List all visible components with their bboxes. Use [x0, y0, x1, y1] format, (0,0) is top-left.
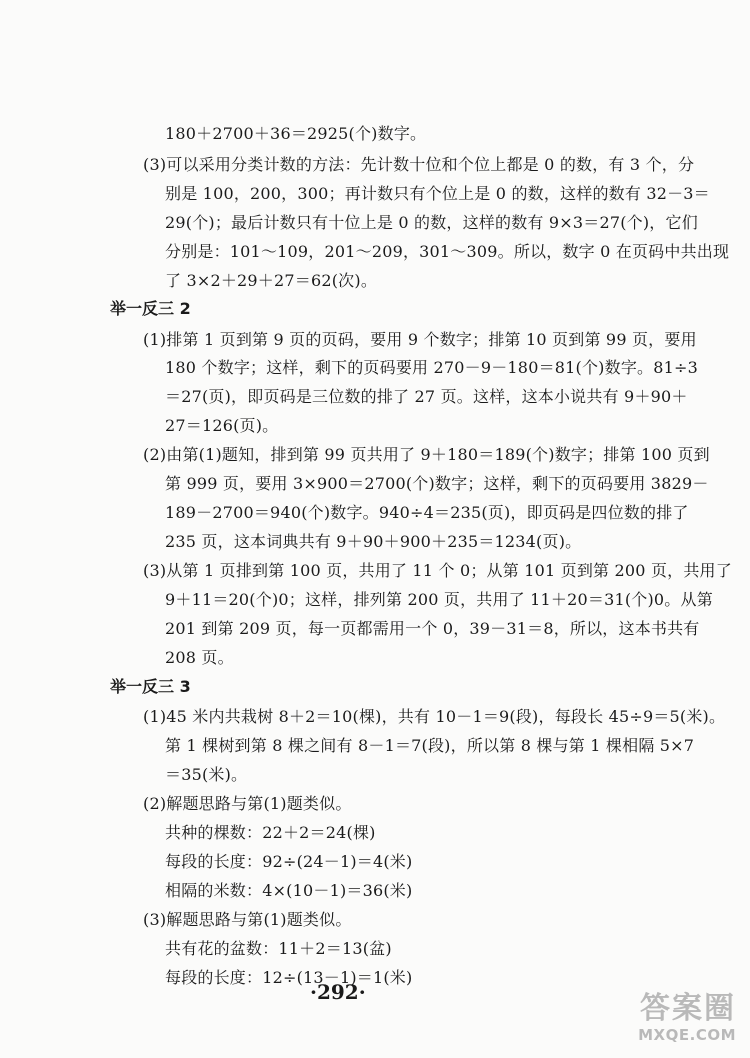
text-line: (3)解题思路与第(1)题类似。	[143, 910, 352, 929]
text-line: 29(个)；最后计数只有十位上是 0 的数，这样的数有 9×3＝27(个)，它们	[165, 213, 698, 232]
text-line: 相隔的米数：4×(10－1)＝36(米)	[165, 881, 413, 900]
text-line: 9＋11＝20(个)0；这样，排列第 200 页，共用了 11＋20＝31(个)0。从第	[165, 590, 713, 609]
text-line: ＝27(页)，即页码是三位数的排了 27 页。这样，这本小说共有 9＋90＋	[165, 387, 688, 406]
text-line: 189－2700＝940(个)数字。940÷4＝235(页)，即页码是四位数的排了	[165, 503, 689, 522]
text-line: 了 3×2＋29＋27＝62(次)。	[165, 271, 378, 290]
text-line: 别是 100，200，300；再计数只有个位上是 0 的数，这样的数有 32－3＝	[165, 184, 710, 203]
watermark-logo: 答案圈	[640, 991, 736, 1026]
watermark	[586, 992, 736, 1048]
text-line: 235 页，这本词典共有 9＋90＋900＋235＝1234(页)。	[165, 532, 582, 551]
text-line: 共种的棵数：22＋2＝24(棵)	[165, 823, 376, 842]
text-line: (3)从第 1 页排到第 100 页，共用了 11 个 0；从第 101 页到第 200 页，共用了	[143, 561, 732, 580]
text-line: 共有花的盆数：11＋2＝13(盆)	[165, 939, 392, 958]
text-line: 208 页。	[165, 648, 234, 667]
text-line: (2)解题思路与第(1)题类似。	[143, 794, 352, 813]
page-number: ·292·	[310, 980, 366, 1004]
text-line: 27＝126(页)。	[165, 416, 279, 435]
text-line: 180 个数字；这样，剩下的页码要用 270－9－180＝81(个)数字。81÷3	[165, 358, 698, 377]
text-line: 每段的长度：92÷(24－1)＝4(米)	[165, 852, 413, 871]
watermark-site: MXQE.COM	[638, 1026, 736, 1044]
text-line: (1)排第 1 页到第 9 页的页码，要用 9 个数字；排第 10 页到第 99 页，要用	[143, 330, 697, 349]
text-line: 第 1 棵树到第 8 棵之间有 8－1＝7(段)，所以第 8 棵与第 1 棵相隔 5×7	[165, 736, 695, 755]
section-heading: 举一反三 3	[110, 677, 191, 696]
text-line: (2)由第(1)题知，排到第 99 页共用了 9＋180＝189(个)数字；排第 100 页到	[143, 445, 710, 464]
text-line: 201 到第 209 页，每一页都需用一个 0，39－31＝8，所以，这本书共有	[165, 619, 700, 638]
text-line: (3)可以采用分类计数的方法：先计数十位和个位上都是 0 的数，有 3 个，分	[143, 155, 695, 174]
text-line: 分别是：101～109，201～209，301～309。所以，数字 0 在页码中共出现	[165, 242, 730, 261]
text-line: 180＋2700＋36＝2925(个)数字。	[165, 124, 427, 143]
text-line: ＝35(米)。	[165, 765, 248, 784]
text-line: 每段的长度：12÷(13－1)＝1(米)	[165, 968, 413, 987]
text-line: (1)45 米内共栽树 8＋2＝10(棵)，共有 10－1＝9(段)，每段长 45÷9＝5(米)。	[143, 707, 726, 726]
section-heading: 举一反三 2	[110, 299, 191, 318]
text-line: 第 999 页，要用 3×900＝2700(个)数字；这样，剩下的页码要用 3829－	[165, 474, 709, 493]
